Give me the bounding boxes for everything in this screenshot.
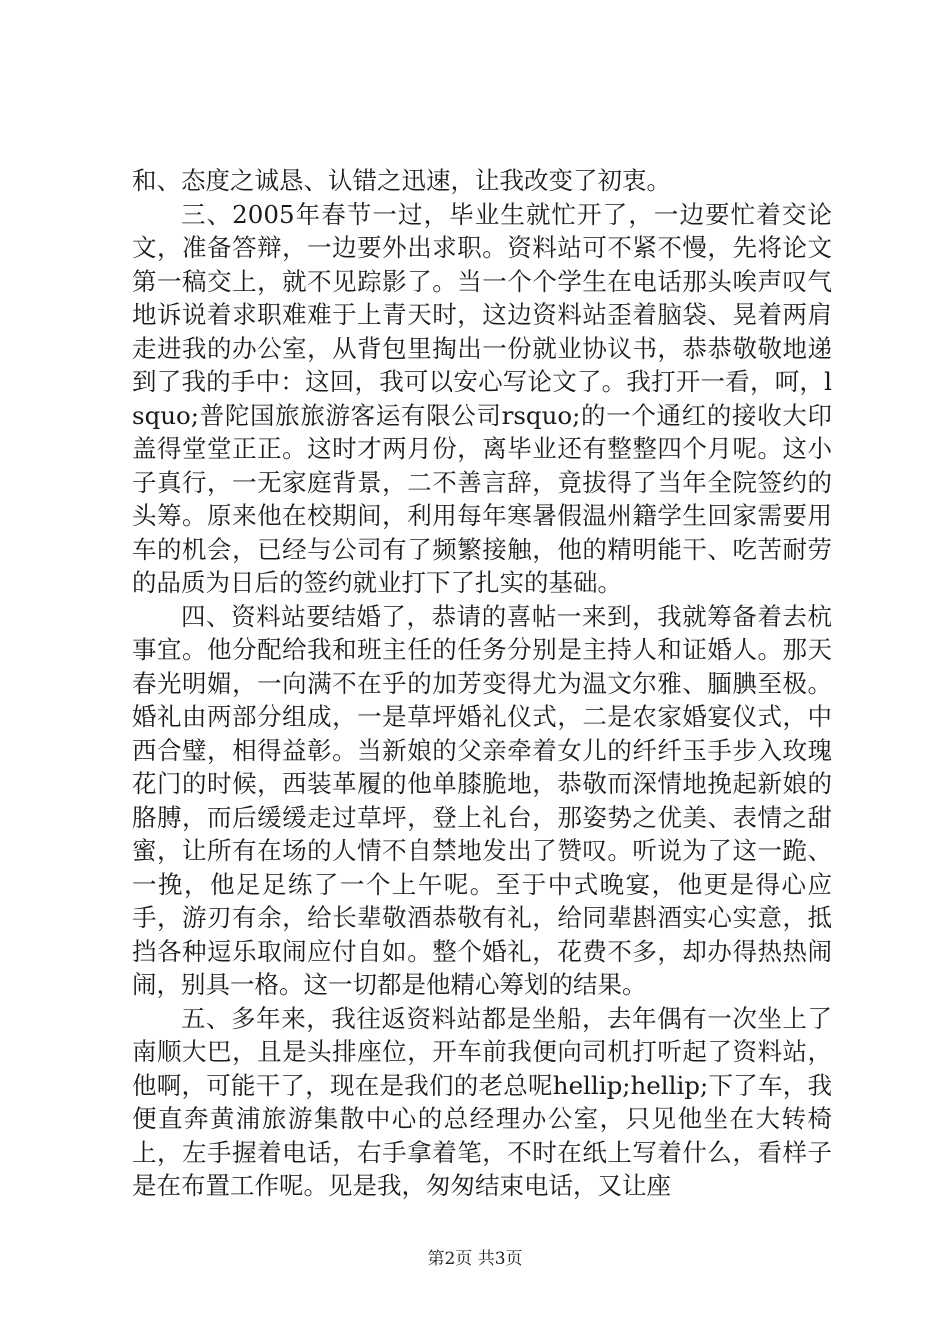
page-number-footer: 第2页 共3页 xyxy=(427,1249,523,1269)
paragraph-three: 三、2005年春节一过，毕业生就忙开了，一边要忙着交论文，准备答辩，一边要外出求职。资料站可不紧不慢，先将论文第一稿交上，就不见踪影了。当一个个学生在电话那头唉声叹气地诉说着求职难难于上青天时，这边资料站歪着脑袋、晃着两肩走进我的办公室，从背包里掏出一份就业协议书，恭恭敬敬地递到了我的手中：这回，我可以安心写论文了。我打开一看，呵，lsquo;普陀国旅旅游客运有限公司rsquo;的一个通红的接收大印盖得堂堂正正。这时才两月份，离毕业还有整整四个月呢。这小子真行，一无家庭背景，二不善言辞，竟拔得了当年全院签约的头筹。原来他在校期间，利用每年寒暑假温州籍学生回家需要用车的机会，已经与公司有了频繁接触，他的精明能干、吃苦耐劳的品质为日后的签约就业打下了扎实的基础。 xyxy=(132,199,832,597)
paragraph-five: 五、多年来，我往返资料站都是坐船，去年偶有一次坐上了南顺大巴，且是头排座位，开车前我便向司机打听起了资料站，他啊，可能干了，现在是我们的老总呢hellip;hellip;下了车，我便直奔黄浦旅游集散中心的总经理办公室，只见他坐在大转椅上，左手握着电话，右手拿着笔，不时在纸上写着什么，看样子是在布置工作呢。见是我，匆匆结束电话，又让座 xyxy=(132,1003,832,1200)
paragraph-four: 四、资料站要结婚了，恭请的喜帖一来到，我就筹备着去杭事宜。他分配给我和班主任的任务分别是主持人和证婚人。那天春光明媚，一向满不在乎的加芳变得尤为温文尔雅、腼腆至极。婚礼由两部分组成，一是草坪婚礼仪式，二是农家婚宴仪式，中西合璧，相得益彰。当新娘的父亲牵着女儿的纤纤玉手步入玫瑰花门的时候，西装革履的他单膝脆地，恭敬而深情地挽起新娘的胳膊，而后缓缓走过草坪，登上礼台，那姿势之优美、表情之甜蜜，让所有在场的人情不自禁地发出了赞叹。听说为了这一跪、一挽，他足足练了一个上午呢。至于中式晚宴，他更是得心应手，游刃有余，给长辈敬酒恭敬有礼，给同辈斟酒实心实意，抵挡各种逗乐取闹应付自如。整个婚礼，花费不多，却办得热热闹闹，别具一格。这一切都是他精心筹划的结果。 xyxy=(132,601,832,999)
document-body xyxy=(132,164,832,1203)
paragraph-continued: 和、态度之诚恳、认错之迅速，让我改变了初衷。 xyxy=(132,166,671,195)
